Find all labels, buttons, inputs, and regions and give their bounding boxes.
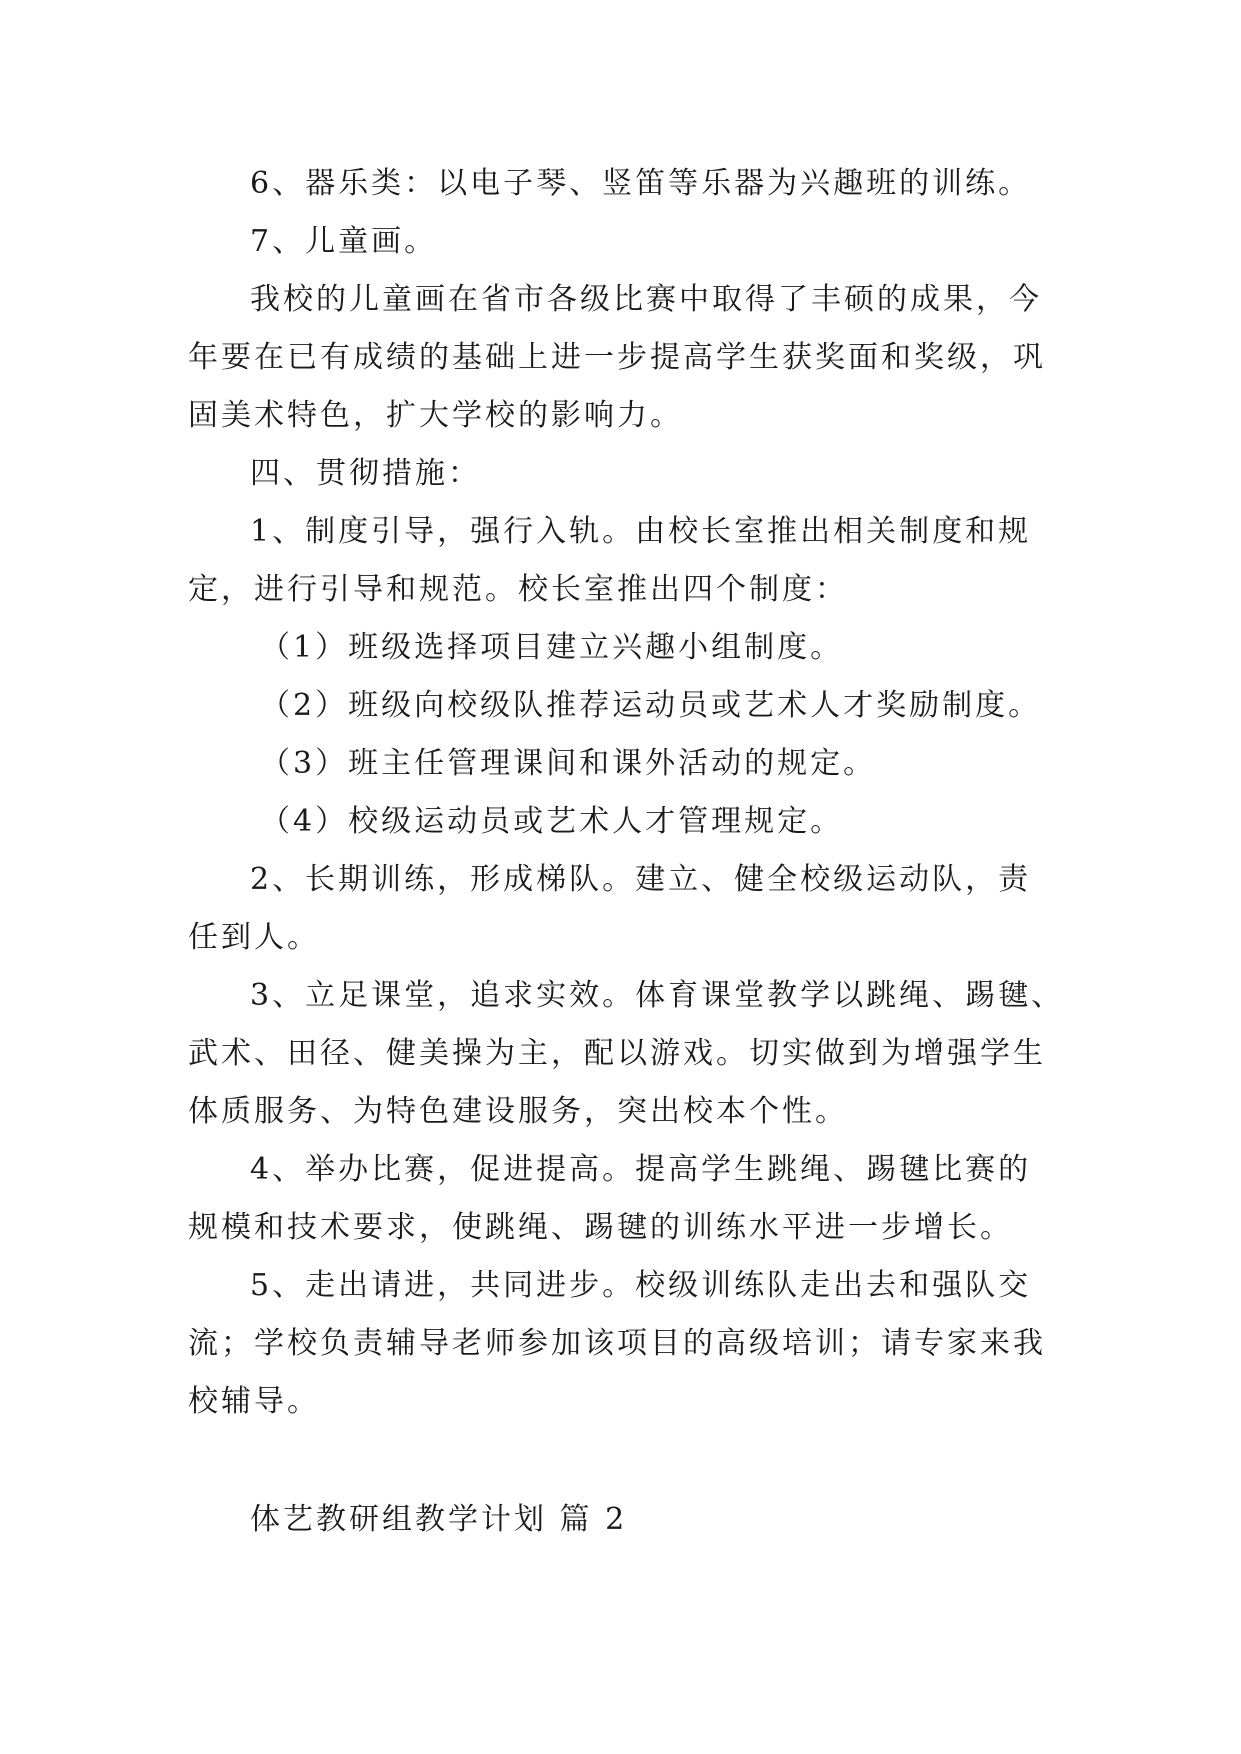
list-item-rule-1: （1）班级选择项目建立兴趣小组制度。 bbox=[260, 630, 844, 665]
paragraph-line: 2、长期训练，形成梯队。建立、健全校级运动队，责 bbox=[250, 862, 1032, 897]
list-item-rule-2: （2）班级向校级队推荐运动员或艺术人才奖励制度。 bbox=[260, 688, 1042, 723]
paragraph-line: 流；学校负责辅导老师参加该项目的高级培训；请专家来我 bbox=[188, 1326, 1046, 1361]
paragraph-line: 5、走出请进，共同进步。校级训练队走出去和强队交 bbox=[250, 1268, 1032, 1303]
paragraph-line: 1、制度引导，强行入轨。由校长室推出相关制度和规 bbox=[250, 514, 1032, 549]
paragraph-line: 定，进行引导和规范。校长室推出四个制度： bbox=[188, 572, 848, 607]
paragraph-line: 3、立足课堂，追求实效。体育课堂教学以跳绳、踢毽、 bbox=[250, 978, 1065, 1013]
section-heading: 四、贯彻措施： bbox=[250, 456, 481, 491]
paragraph-line: 规模和技术要求，使跳绳、踢毽的训练水平进一步增长。 bbox=[188, 1210, 1013, 1245]
paragraph-line: 年要在已有成绩的基础上进一步提高学生获奖面和奖级，巩 bbox=[188, 340, 1046, 375]
paragraph-line: 任到人。 bbox=[188, 920, 320, 955]
list-item-instrument: 6、器乐类：以电子琴、竖笛等乐器为兴趣班的训练。 bbox=[250, 166, 1032, 201]
paragraph-line: 固美术特色，扩大学校的影响力。 bbox=[188, 398, 683, 433]
paragraph-line: 武术、田径、健美操为主，配以游戏。切实做到为增强学生 bbox=[188, 1036, 1046, 1071]
paragraph-line: 体质服务、为特色建设服务，突出校本个性。 bbox=[188, 1094, 848, 1129]
section-title: 体艺教研组教学计划 篇 2 bbox=[250, 1502, 628, 1537]
list-item-rule-4: （4）校级运动员或艺术人才管理规定。 bbox=[260, 804, 844, 839]
paragraph-line: 校辅导。 bbox=[188, 1384, 320, 1419]
list-item-rule-3: （3）班主任管理课间和课外活动的规定。 bbox=[260, 746, 877, 781]
paragraph-line: 4、举办比赛，促进提高。提高学生跳绳、踢毽比赛的 bbox=[250, 1152, 1032, 1187]
paragraph-line: 我校的儿童画在省市各级比赛中取得了丰硕的成果，今 bbox=[250, 282, 1042, 317]
list-item-children-painting: 7、儿童画。 bbox=[250, 224, 438, 259]
